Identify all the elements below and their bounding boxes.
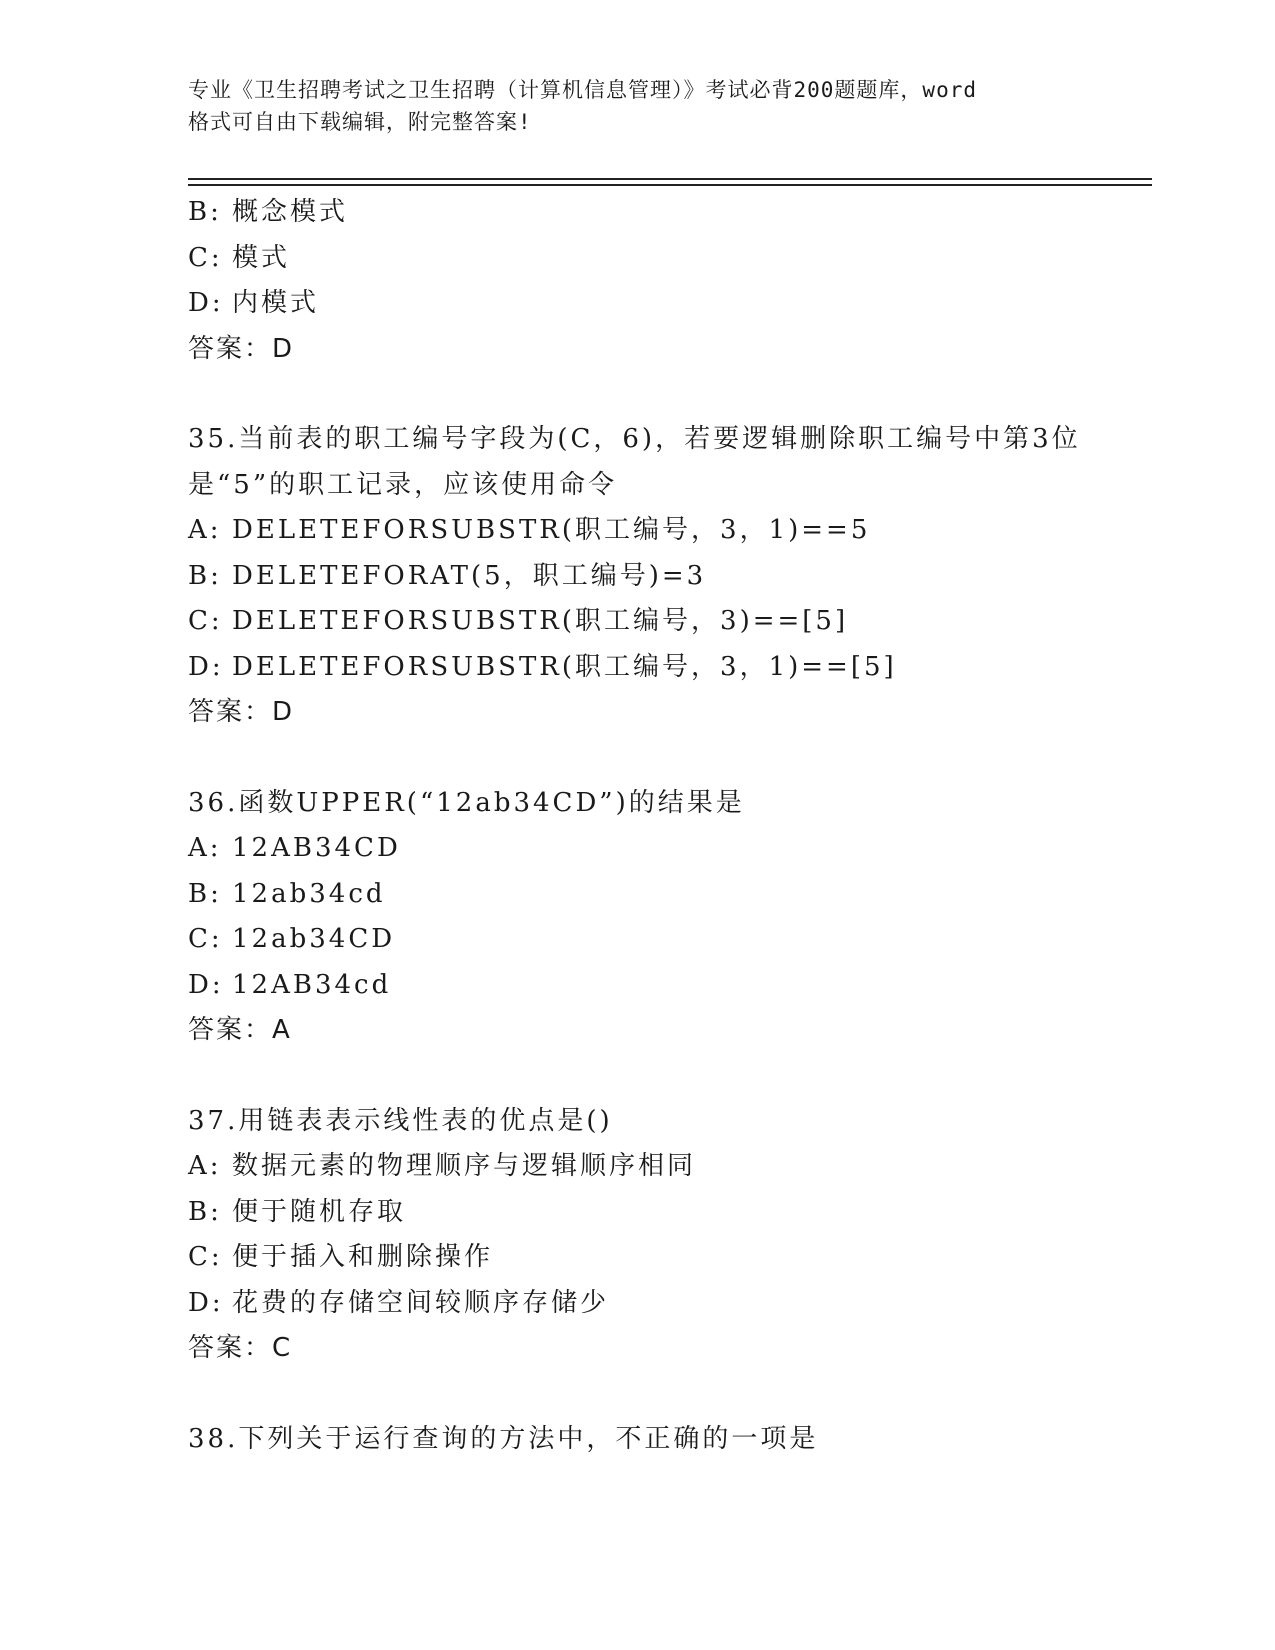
question-block-37 — [188, 1099, 1088, 1372]
question-title-continued: 是“5”的职工记录，应该使用命令 — [188, 469, 618, 500]
option-prefix: B: — [188, 878, 222, 909]
option-b — [188, 190, 1088, 236]
question-block-36 — [188, 781, 1088, 1054]
header-line-1: 专业《卫生招聘考试之卫生招聘（计算机信息管理）》考试必背200题题库，word — [188, 78, 977, 102]
option-prefix: D: — [188, 288, 224, 318]
option-c — [188, 1235, 1088, 1281]
option-prefix: D: — [188, 651, 224, 682]
option-a — [188, 508, 1088, 554]
option-text: 内模式 — [232, 288, 320, 318]
option-text: DELETEFORAT(5，职工编号)=3 — [232, 560, 707, 591]
option-text: 12ab34cd — [232, 878, 386, 909]
question-list — [188, 190, 1088, 1462]
option-text: 便于随机存取 — [232, 1196, 407, 1227]
option-d — [188, 963, 1088, 1009]
header-divider-bottom — [188, 184, 1152, 186]
header-line-2: 格式可自由下载编辑，附完整答案! — [188, 110, 532, 134]
option-b — [188, 554, 1088, 600]
option-b — [188, 1190, 1088, 1236]
answer-label: 答案：D — [188, 333, 295, 364]
option-c — [188, 236, 1088, 282]
option-prefix: B: — [188, 560, 222, 591]
option-prefix: D: — [188, 969, 224, 1000]
question-title: 38.下列关于运行查询的方法中，不正确的一项是 — [188, 1423, 819, 1454]
page-header — [188, 74, 1108, 138]
option-b — [188, 872, 1088, 918]
option-a — [188, 1144, 1088, 1190]
option-prefix: C: — [188, 924, 223, 954]
option-d — [188, 281, 1088, 327]
option-prefix: A: — [188, 1151, 222, 1181]
option-d — [188, 1281, 1088, 1327]
option-text: DELETEFORSUBSTR(职工编号，3，1)==5 — [232, 515, 871, 545]
option-text: 模式 — [232, 242, 291, 273]
option-text: 数据元素的物理顺序与逻辑顺序相同 — [232, 1151, 697, 1181]
option-prefix: C: — [188, 606, 223, 636]
option-text: 12AB34CD — [232, 833, 401, 863]
option-prefix: A: — [188, 515, 222, 545]
option-text: 12AB34cd — [232, 969, 392, 1000]
option-prefix: B: — [188, 197, 222, 227]
question-title: 37.用链表表示线性表的优点是() — [188, 1105, 613, 1136]
option-prefix: D: — [188, 1287, 224, 1318]
option-c — [188, 599, 1088, 645]
option-text: 概念模式 — [232, 197, 349, 227]
option-a — [188, 826, 1088, 872]
answer-label: 答案：A — [188, 1015, 292, 1045]
option-prefix: A: — [188, 833, 222, 863]
question-title: 36.函数UPPER(“12ab34CD”)的结果是 — [188, 787, 745, 818]
option-d — [188, 645, 1088, 691]
option-text: DELETEFORSUBSTR(职工编号，3，1)==[5] — [232, 651, 897, 682]
question-block-34 — [188, 190, 1088, 372]
answer-label: 答案：D — [188, 697, 295, 727]
option-text: DELETEFORSUBSTR(职工编号，3)==[5] — [232, 606, 849, 636]
header-divider-top — [188, 178, 1152, 180]
question-title: 35.当前表的职工编号字段为(C，6)，若要逻辑删除职工编号中第3位 — [188, 424, 1081, 454]
option-prefix: C: — [188, 242, 223, 273]
option-c — [188, 917, 1088, 963]
option-text: 便于插入和删除操作 — [232, 1242, 494, 1272]
answer-label: 答案：C — [188, 1333, 293, 1363]
option-text: 12ab34CD — [232, 924, 396, 954]
question-block-38 — [188, 1417, 1088, 1463]
option-prefix: B: — [188, 1196, 222, 1227]
option-text: 花费的存储空间较顺序存储少 — [232, 1287, 610, 1318]
question-block-35 — [188, 417, 1088, 736]
option-prefix: C: — [188, 1242, 223, 1272]
